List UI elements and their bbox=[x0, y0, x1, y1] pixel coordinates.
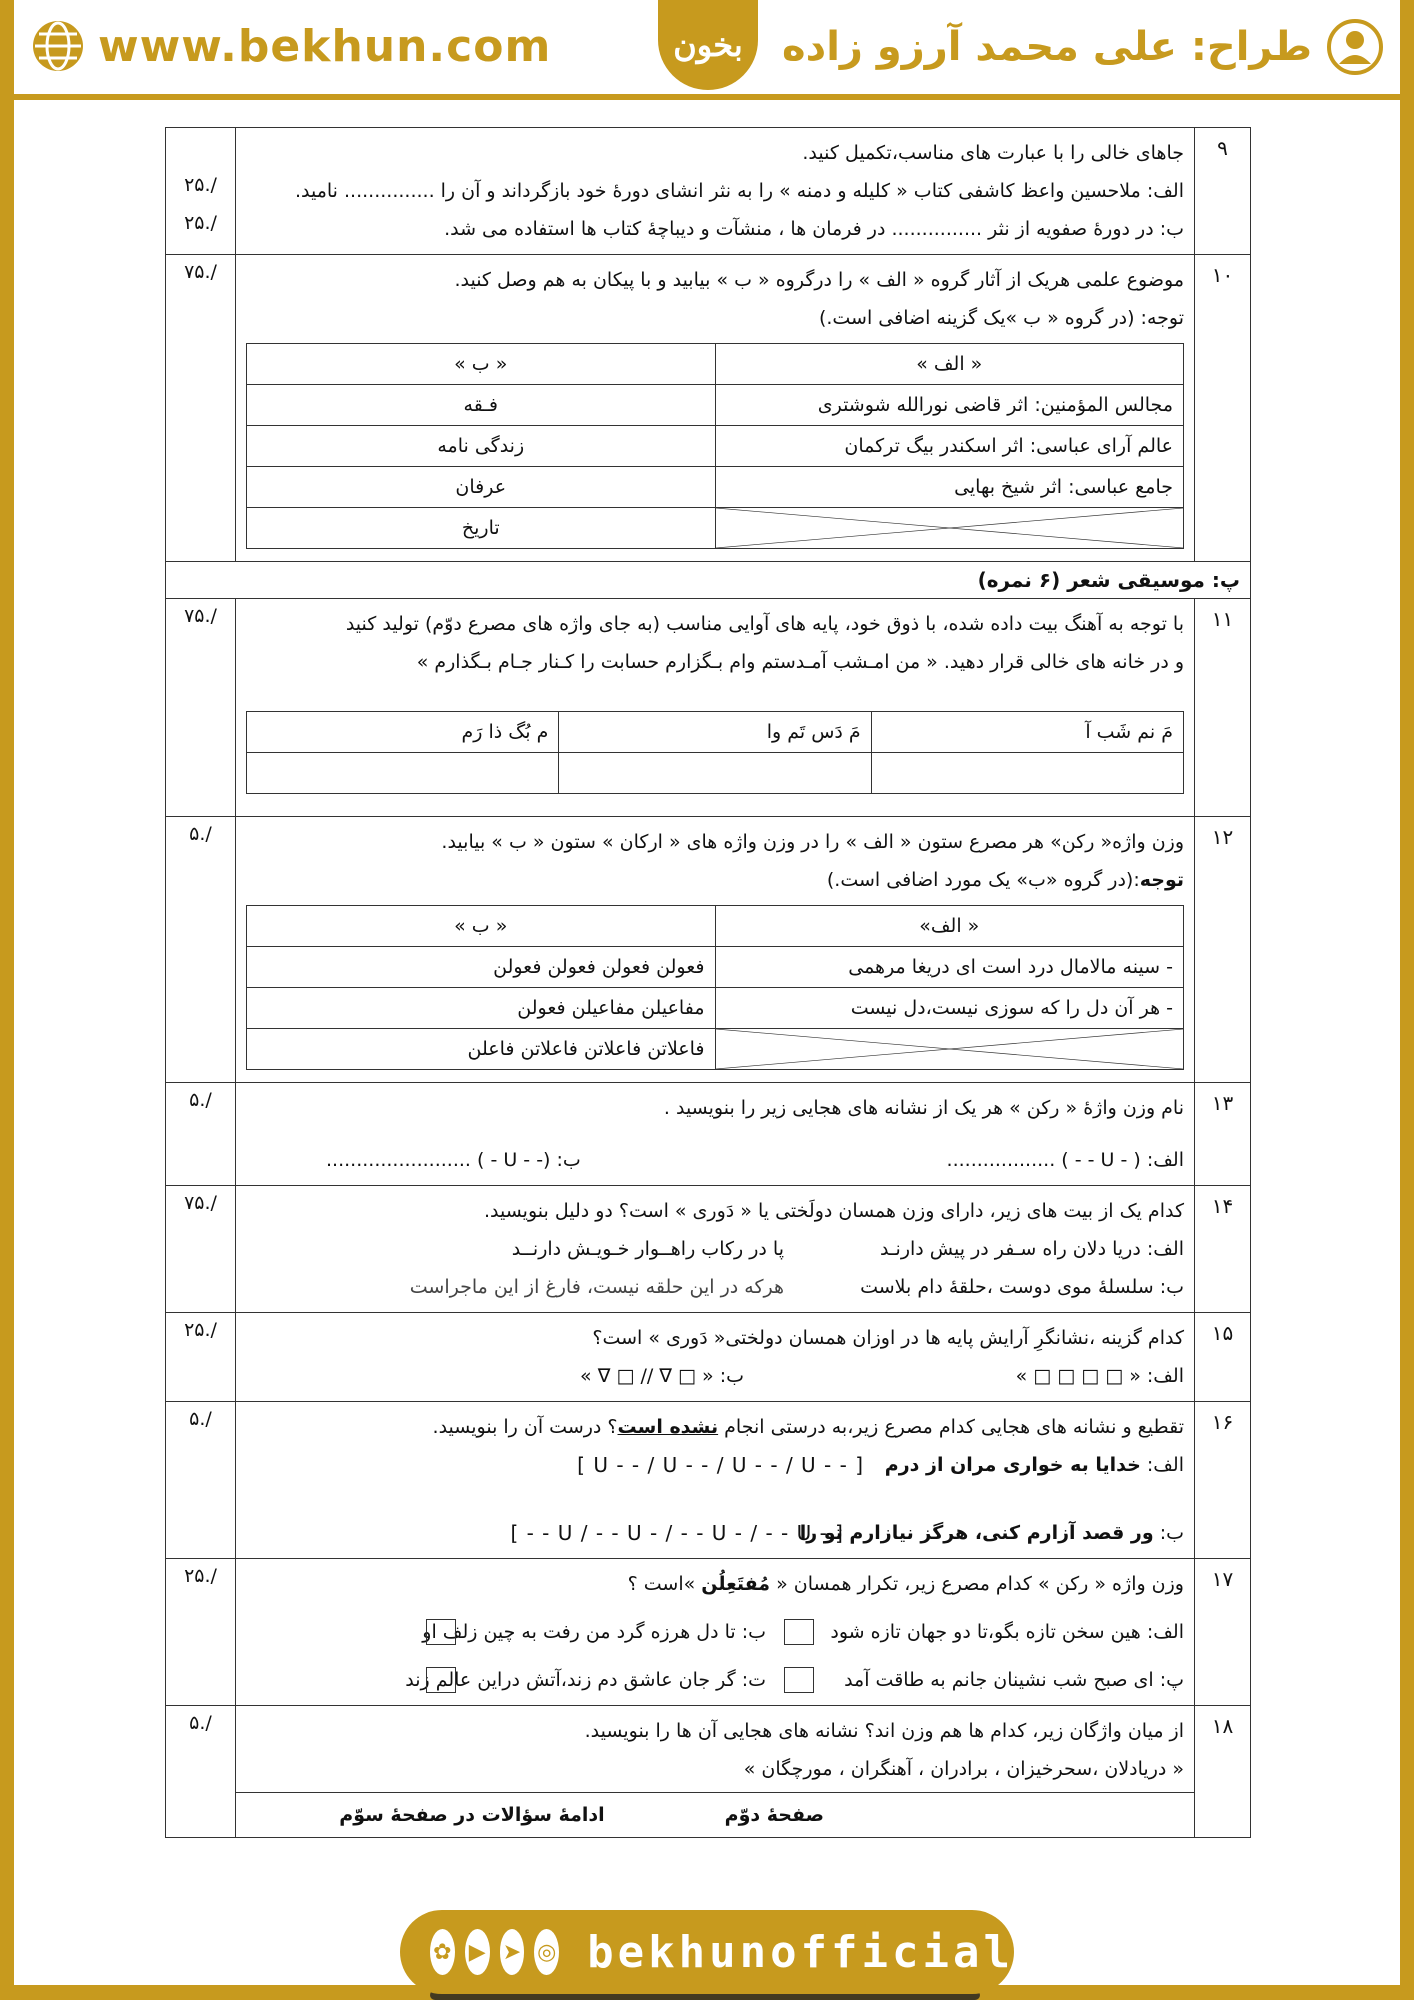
question-number: ۱۲ bbox=[1195, 817, 1251, 1083]
syllable-group: م بُگ ذا رَم bbox=[247, 712, 559, 753]
column-header-b: « ب » bbox=[247, 906, 716, 947]
section-title: پ: موسیقی شعر (۶ نمره) bbox=[166, 562, 1251, 599]
question-note bbox=[246, 861, 1184, 899]
question-text: وزن واژه « رکن » کدام مصرع زیر، تکرار همسان « مُفتَعِلُن »است ؟ bbox=[627, 1573, 1184, 1595]
designer-name: طراح: علی محمد آرزو زاده bbox=[782, 24, 1312, 70]
question-row bbox=[166, 1083, 1251, 1186]
emphasis: مُفتَعِلُن bbox=[701, 1573, 771, 1595]
question-text: کدام یک از بیت های زیر، دارای وزن همسان دولَختی یا « دَوری » است؟ دو دلیل بنویسید. bbox=[483, 1200, 1184, 1222]
question-text: جاهای خالی را با عبارت های مناسب،تکمیل کنید. bbox=[802, 142, 1184, 164]
continue-note: ادامۀ سؤالات در صفحۀ سوّم bbox=[339, 1804, 605, 1826]
matching-item-b: فاعلاتن فاعلاتن فاعلاتن فاعلن bbox=[247, 1029, 716, 1070]
question-part-b: ب: (- - U - ) ........................ bbox=[326, 1149, 581, 1171]
score: /.۲۵ bbox=[184, 174, 217, 196]
youtube-icon[interactable]: ▶ bbox=[465, 1929, 490, 1975]
column-header-b: « ب » bbox=[247, 344, 716, 385]
question-number: ۱۸ bbox=[1195, 1706, 1251, 1838]
matching-table bbox=[246, 343, 1184, 549]
score: /.۵ bbox=[166, 817, 236, 1083]
score: /.۵ bbox=[166, 1402, 236, 1559]
question-verse: و در خانه های خالی قرار دهید. « من امـشب آمـدستم وام بـگزارم حسابت را کـنار جـام بـگذارم » bbox=[416, 651, 1184, 673]
question-number: ۱۶ bbox=[1195, 1402, 1251, 1559]
emphasis: نشده است bbox=[617, 1416, 719, 1438]
syllable-group: مَ دَس تَم وا bbox=[559, 712, 871, 753]
exam-content bbox=[165, 127, 1251, 1838]
question-number: ۱۷ bbox=[1195, 1559, 1251, 1706]
aparat-icon[interactable]: ✿ bbox=[430, 1929, 455, 1975]
question-row bbox=[166, 1559, 1251, 1706]
syllable-table bbox=[246, 711, 1184, 794]
verse-hemistich: ب: سلسلۀ موی دوست ،حلقۀ دام بلاست bbox=[860, 1276, 1184, 1298]
matching-item-a: مجالس المؤمنین: اثر قاضی نورالله شوشتری bbox=[715, 385, 1184, 426]
matching-item-b: مفاعیلن مفاعیلن فعولن bbox=[247, 988, 716, 1029]
question-row bbox=[166, 817, 1251, 1083]
column-header-a: « الف » bbox=[715, 344, 1184, 385]
question-row bbox=[166, 1313, 1251, 1402]
column-header-a: « الف» bbox=[715, 906, 1184, 947]
question-row bbox=[166, 599, 1251, 817]
instagram-icon[interactable]: ◎ bbox=[534, 1929, 559, 1975]
verse-a: خدایا به خواری مران از درم bbox=[884, 1454, 1141, 1476]
question-row bbox=[166, 255, 1251, 562]
social-handle[interactable]: bekhunofficial bbox=[587, 1926, 1014, 1978]
option-label: الف: bbox=[1140, 1454, 1184, 1476]
question-row bbox=[166, 1402, 1251, 1559]
matching-item-b: عرفان bbox=[247, 467, 716, 508]
telegram-icon[interactable]: ➤ bbox=[500, 1929, 525, 1975]
question-row bbox=[166, 1186, 1251, 1313]
question-text: تقطیع و نشانه های هجایی کدام مصرع زیر،به درستی انجام نشده است؟ درست آن را بنویسید. bbox=[432, 1416, 1184, 1438]
question-part-a: الف: ملاحسین واعظ کاشفی کتاب « کلیله و دمنه » را به نثر انشای دورۀ خود بازگرداند و آن را ............... نامید. bbox=[294, 180, 1184, 202]
matching-item-a: عالم آرای عباسی: اثر اسکندر بیگ ترکمان bbox=[715, 426, 1184, 467]
option-a: الف: « □ □ □ □ » bbox=[1015, 1365, 1184, 1387]
site-link[interactable] bbox=[30, 18, 551, 74]
question-text: وزن واژه« رکن» هر مصرع ستون « الف » را در وزن واژه های « ارکان » ستون « ب » بیابید. bbox=[441, 831, 1184, 853]
question-part-a: الف: ( - U - - ) .................. bbox=[946, 1149, 1184, 1171]
option-label: ب: bbox=[1153, 1522, 1184, 1544]
option-b: ب: تا دل هرزه گرد من رفت به چین زلف او bbox=[422, 1621, 766, 1643]
question-number: ۱۰ bbox=[1195, 255, 1251, 562]
question-number: ۱۵ bbox=[1195, 1313, 1251, 1402]
option-p: پ: ای صبح شب نشینان جانم به طاقت آمد bbox=[844, 1669, 1184, 1691]
site-url: www.bekhun.com bbox=[98, 20, 552, 72]
designer-block bbox=[782, 18, 1384, 76]
verse-b: ور قصد آزارم کنی، هرگز نیازارم تو را bbox=[799, 1522, 1154, 1544]
section-row bbox=[166, 562, 1251, 599]
questions-table bbox=[165, 127, 1251, 1838]
matching-item-b: فـقه bbox=[247, 385, 716, 426]
score: /.۲۵ bbox=[166, 1559, 236, 1706]
matching-item-a: - هر آن دل را که سوزی نیست،دل نیست bbox=[715, 988, 1184, 1029]
question-part-b: ب: در دورۀ صفویه از نثر ............... در فرمان ها ، منشآت و دیباچۀ کتاب ها استفاده می شد. bbox=[444, 218, 1184, 240]
matching-item-b: زندگی نامه bbox=[247, 426, 716, 467]
question-number: ۹ bbox=[1195, 128, 1251, 255]
matching-item-b: تاریخ bbox=[247, 508, 716, 549]
question-row bbox=[166, 128, 1251, 255]
question-text: نام وزن واژۀ « رکن » هر یک از نشانه های هجایی زیر را بنویسید . bbox=[663, 1097, 1184, 1119]
syllable-marks-a: [ U - - / U - - / U - - / U - - ] bbox=[577, 1453, 864, 1477]
score: /.۲۵ bbox=[184, 212, 217, 234]
answer-cell[interactable] bbox=[871, 753, 1183, 794]
note-label: توجه bbox=[1139, 869, 1184, 891]
question-number: ۱۱ bbox=[1195, 599, 1251, 817]
globe-icon bbox=[30, 18, 86, 74]
question-number: ۱۴ bbox=[1195, 1186, 1251, 1313]
crossed-cell bbox=[715, 508, 1184, 549]
option-checkbox[interactable] bbox=[426, 1619, 456, 1645]
score: /.۷۵ bbox=[166, 599, 236, 817]
verse-hemistich: هرکه در این حلقه نیست، فارغ از این ماجراست bbox=[409, 1276, 784, 1298]
social-bar bbox=[400, 1910, 1014, 1994]
verse-hemistich: الف: دریا دلان راه سـفر در پیش دارنـد bbox=[880, 1238, 1184, 1260]
question-text: از میان واژگان زیر، کدام ها هم وزن اند؟ نشانه های هجایی آن ها را بنویسید. bbox=[584, 1720, 1184, 1742]
answer-cell[interactable] bbox=[559, 753, 871, 794]
score: /.۵ bbox=[166, 1706, 236, 1838]
page-number: صفحۀ دوّم bbox=[724, 1804, 824, 1826]
logo bbox=[658, 0, 758, 90]
score: /.۲۵ bbox=[166, 1313, 236, 1402]
question-text: با توجه به آهنگ بیت داده شده، با ذوق خود، پایه های آوایی مناسب (به جای واژه های مصرع دوّم) تولید کنید bbox=[345, 613, 1184, 635]
page-header bbox=[0, 0, 1414, 100]
option-checkbox[interactable] bbox=[784, 1667, 814, 1693]
syllable-group: مَ نم شَب آ bbox=[871, 712, 1183, 753]
option-b: ب: « □ ∇ // □ ∇ » bbox=[580, 1365, 744, 1387]
score: /.۷۵ bbox=[166, 1186, 236, 1313]
note-text: :(در گروه «ب» یک مورد اضافی است.) bbox=[826, 869, 1140, 891]
question-row bbox=[166, 1706, 1251, 1838]
question-note: توجه: (در گروه « ب »یک گزینه اضافی است.) bbox=[818, 307, 1184, 329]
question-text: موضوع علمی هریک از آثار گروه « الف » را درگروه « ب » بیابید و با پیکان به هم وصل کنید. bbox=[454, 269, 1184, 291]
logo-text: بخون bbox=[673, 26, 743, 64]
option-checkbox[interactable] bbox=[426, 1667, 456, 1693]
crossed-cell bbox=[715, 1029, 1184, 1070]
option-checkbox[interactable] bbox=[784, 1619, 814, 1645]
user-icon bbox=[1326, 18, 1384, 76]
score: /.۷۵ bbox=[166, 255, 236, 562]
matching-item-a: جامع عباسی: اثر شیخ بهایی bbox=[715, 467, 1184, 508]
matching-table bbox=[246, 905, 1184, 1070]
option-a: الف: هین سخن تازه بگو،تا دو جهان تازه شود bbox=[830, 1621, 1184, 1643]
option-t: ت: گر جان عاشق دم زند،آتش دراین عالم زند bbox=[405, 1669, 766, 1691]
answer-cell[interactable] bbox=[247, 753, 559, 794]
matching-item-b: فعولن فعولن فعولن فعولن bbox=[247, 947, 716, 988]
question-number: ۱۳ bbox=[1195, 1083, 1251, 1186]
matching-item-a: - سینه مالامال درد است ای دریغا مرهمی bbox=[715, 947, 1184, 988]
score: /.۵ bbox=[166, 1083, 236, 1186]
verse-hemistich: پا در رکاب راهــوار خـویـش دارنــد bbox=[511, 1238, 784, 1260]
word-list: « دریادلان ،سحرخیزان ، برادران ، آهنگران ، مورچگان » bbox=[743, 1758, 1184, 1780]
syllable-marks-b: [ - - U / - - U - / - - U - / - - U - ] bbox=[510, 1521, 844, 1545]
question-text: کدام گزینه ،نشانگرِ آرایش پایه ها در اوزان همسان دولختی« دَوری » است؟ bbox=[592, 1327, 1184, 1349]
